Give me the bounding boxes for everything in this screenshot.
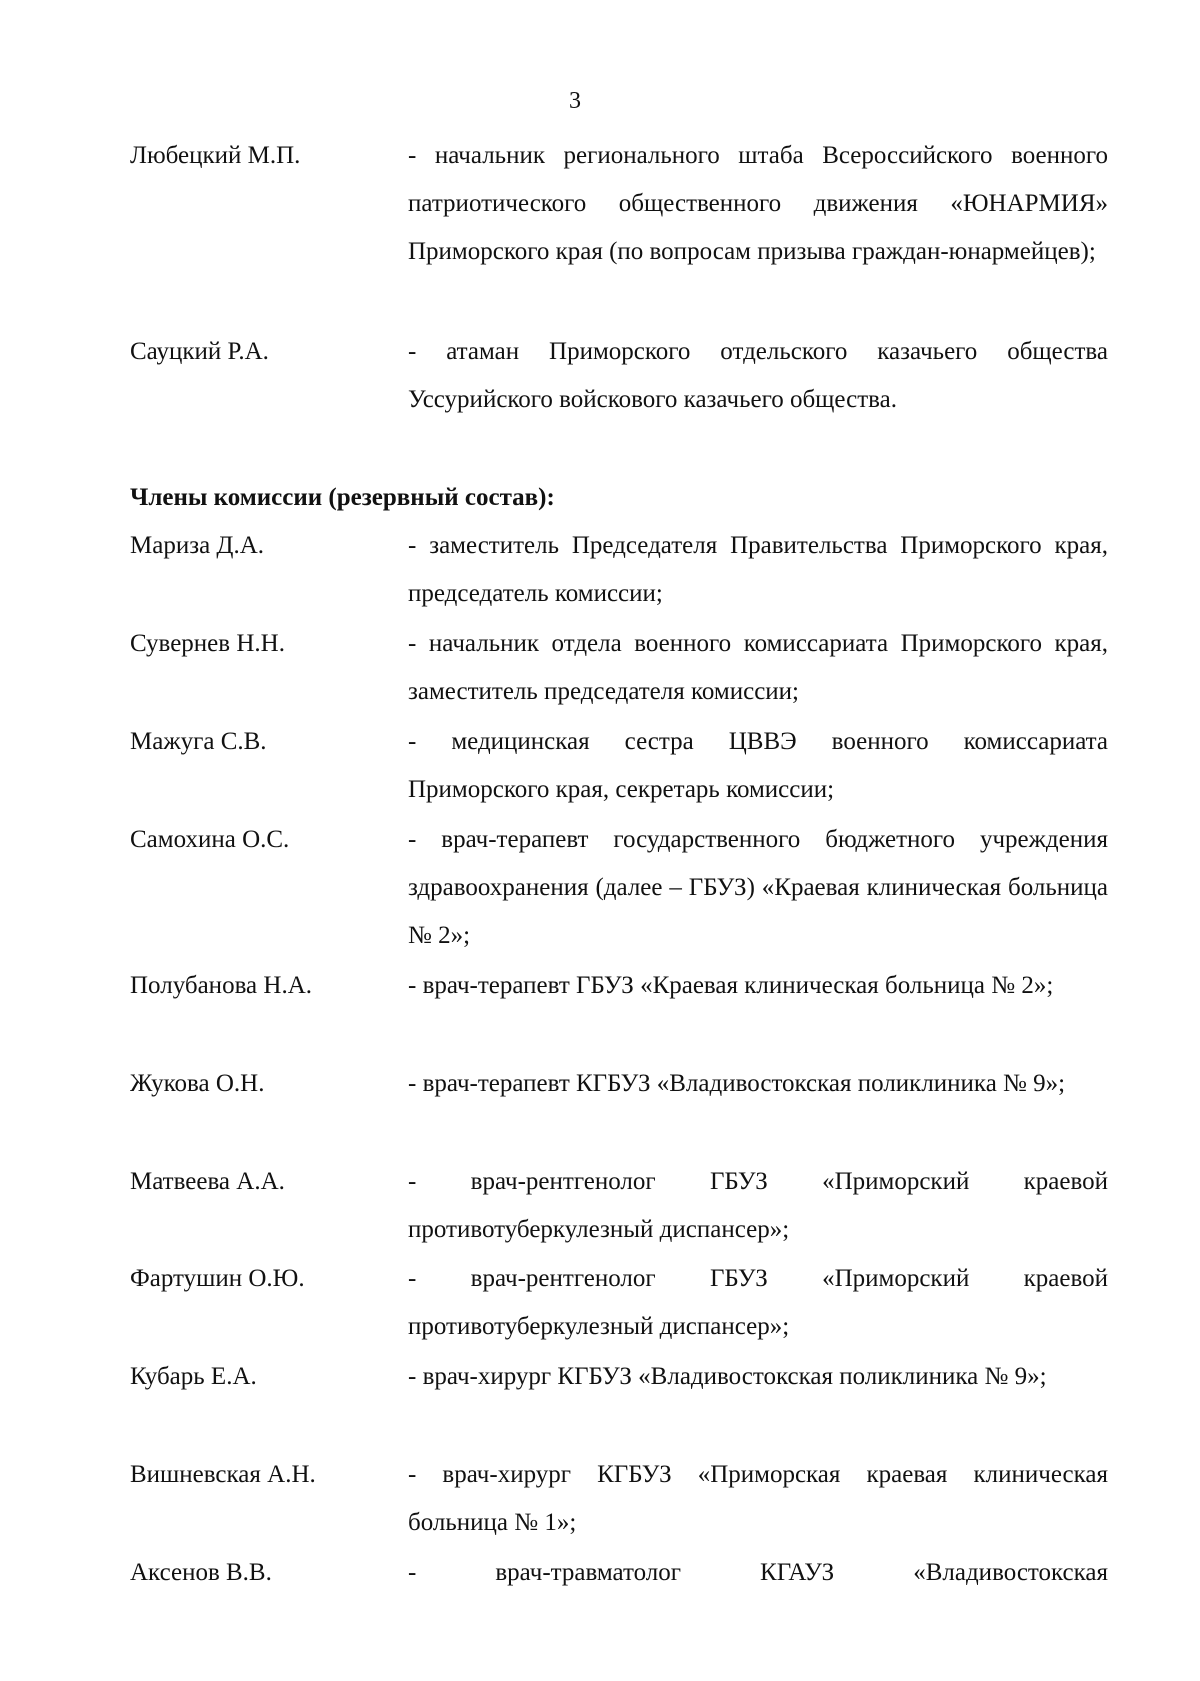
member-description: - врач-рентгенолог ГБУЗ «Приморский краевой противотуберкулезный диспансер»; (408, 1168, 1108, 1243)
page-number: 3 (569, 88, 581, 114)
member-description: - начальник отдела военного комиссариата Приморского края, заместитель председателя комиссии; (408, 630, 1108, 705)
member-name: Любецкий М.П. (130, 142, 301, 169)
member-name: Аксенов В.В. (130, 1559, 272, 1586)
member-description: - врач-рентгенолог ГБУЗ «Приморский краевой противотуберкулезный диспансер»; (408, 1265, 1108, 1340)
member-description: - медицинская сестра ЦВВЭ военного комиссариата Приморского края, секретарь комиссии; (408, 728, 1108, 803)
member-description: - заместитель Председателя Правительства Приморского края, председатель комиссии; (408, 532, 1108, 607)
member-name: Сауцкий Р.А. (130, 338, 269, 365)
member-description: - врач-хирург КГБУЗ «Приморская краевая клиническая больница № 1»; (408, 1461, 1108, 1536)
member-name: Мажуга С.В. (130, 728, 267, 755)
member-name: Фартушин О.Ю. (130, 1265, 305, 1292)
member-name: Жукова О.Н. (130, 1070, 265, 1097)
member-description: - врач-терапевт государственного бюджетного учреждения здравоохранения (далее – ГБУЗ) «Краевая клиническая больница № 2»; (408, 826, 1108, 949)
member-name: Полубанова Н.А. (130, 972, 312, 999)
member-name: Мариза Д.А. (130, 532, 265, 559)
section-heading: Члены комиссии (резервный состав): (130, 484, 555, 511)
member-name: Самохина О.С. (130, 826, 290, 853)
member-description: - врач-хирург КГБУЗ «Владивостокская поликлиника № 9»; (408, 1363, 1047, 1390)
member-description: - атаман Приморского отдельского казачьего общества Уссурийского войскового казачьего общества. (408, 338, 1108, 413)
member-name: Вишневская А.Н. (130, 1461, 316, 1488)
member-description: - врач-терапевт КГБУЗ «Владивостокская поликлиника № 9»; (408, 1070, 1066, 1097)
member-description: - врач-терапевт ГБУЗ «Краевая клиническая больница № 2»; (408, 972, 1054, 999)
member-description: - врач-травматолог КГАУЗ «Владивостокская (408, 1559, 1108, 1586)
member-description: - начальник регионального штаба Всероссийского военного патриотического общественного движения «ЮНАРМИЯ» Приморского края (по вопросам призыва граждан-юнармейцев); (408, 142, 1108, 265)
member-name: Сувернев Н.Н. (130, 630, 285, 657)
member-name: Матвеева А.А. (130, 1168, 285, 1195)
member-name: Кубарь Е.А. (130, 1363, 257, 1390)
